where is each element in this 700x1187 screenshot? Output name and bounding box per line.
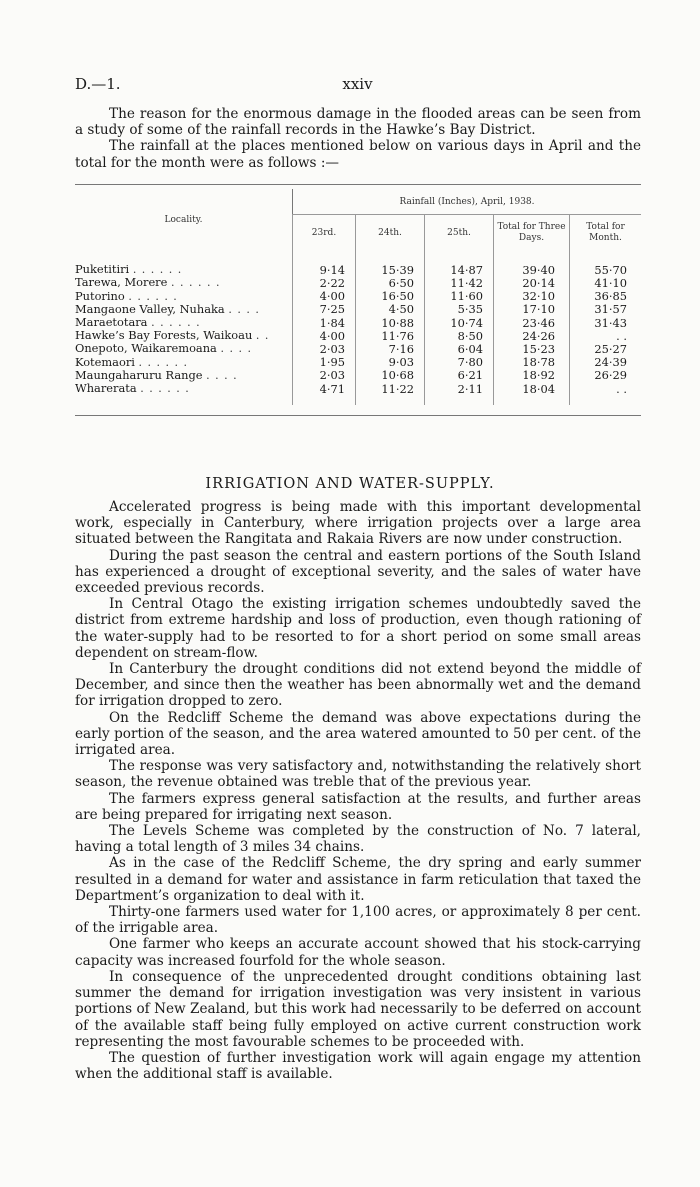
locality-name: Mangaone Valley, Nuhaka — [75, 301, 225, 316]
rainfall-value: 4·71 — [293, 382, 356, 395]
dot-leader: . . . . . . — [151, 316, 201, 329]
locality-name: Onepoto, Waikaremoana — [75, 341, 217, 356]
rainfall-value: 55·70 — [570, 263, 642, 276]
rainfall-value: 9·03 — [356, 356, 425, 369]
column-header: 25th. — [425, 215, 494, 252]
rainfall-value: 10·68 — [356, 369, 425, 382]
dot-leader: . . . . . . — [128, 289, 178, 303]
rainfall-value: 16·50 — [356, 290, 425, 303]
table-row — [75, 303, 641, 316]
rainfall-value: 2·03 — [293, 369, 356, 382]
rainfall-value: 10·88 — [356, 316, 425, 329]
rainfall-value: . . — [570, 329, 642, 342]
document-reference: D.—1. — [75, 75, 121, 93]
locality-name: Puketitiri — [75, 262, 130, 277]
rainfall-value: 41·10 — [570, 276, 642, 289]
column-header: Total for Month. — [570, 215, 642, 252]
paragraph: The Levels Scheme was completed by the construction of No. 7 lateral, having a total length of 3 miles 34 chains. — [75, 823, 641, 856]
rainfall-value: 7·25 — [293, 303, 356, 316]
paragraph: In consequence of the unprecedented drought conditions obtaining last summer the demand for irrigation investigation was very insistent in various portions of New Zealand, but this work had necessarily to be deferred on account of the available staff being fully employed on active current construction work representing the most favourable schemes to be proceeded with. — [75, 968, 641, 1050]
rainfall-value: 10·74 — [425, 316, 494, 329]
rainfall-value: 25·27 — [570, 342, 642, 355]
section-body — [75, 499, 641, 1082]
paragraph: During the past season the central and eastern portions of the South Island has experienced a drought of exceptional severity, and the sales of water have exceeded previous records. — [75, 547, 641, 597]
table-body — [75, 251, 641, 405]
dot-leader: . . . . . . — [132, 263, 183, 277]
paragraph: The reason for the enormous damage in the flooded areas can be seen from a study of some of the rainfall records in the Hawke’s Bay District. — [75, 106, 641, 139]
paragraph: The farmers express general satisfaction at the results, and further areas are being prepared for irrigating next season. — [75, 790, 641, 823]
dot-leader: . . . . — [228, 302, 260, 316]
rainfall-value: 32·10 — [494, 290, 570, 303]
page-header — [75, 75, 640, 95]
rainfall-value: 11·76 — [356, 329, 425, 342]
paragraph: One farmer who keeps an accurate account showed that his stock-carrying capacity was increased fourfold for the whole season. — [75, 936, 641, 969]
paragraph: The response was very satisfactory and, notwithstanding the relatively short season, the revenue obtained was treble that of the previous year. — [75, 758, 641, 791]
rainfall-value: 15·23 — [494, 342, 570, 355]
rainfall-value: 1·84 — [293, 316, 356, 329]
rainfall-value: 11·22 — [356, 382, 425, 395]
dot-leader: . . . . — [206, 368, 238, 382]
dot-leader: . . — [255, 329, 270, 343]
rainfall-value: 4·00 — [293, 290, 356, 303]
locality-cell — [75, 382, 293, 395]
rainfall-value: 36·85 — [570, 290, 642, 303]
rainfall-value: 31·57 — [570, 303, 642, 316]
dot-leader: . . . . . . — [171, 276, 221, 290]
locality-name: Putorino — [75, 288, 125, 303]
paragraph: In Central Otago the existing irrigation schemes undoubtedly saved the district from extreme hardship and loss of production, even though rationing of the water-supply had to be resorted to for a short period on some small areas dependent on stream-flow. — [75, 596, 641, 661]
dot-leader: . . . . . . — [140, 382, 190, 396]
table-row — [75, 276, 641, 289]
table-row — [75, 369, 641, 382]
rainfall-group-header: Rainfall (Inches), April, 1938. — [293, 189, 642, 215]
rainfall-value: 6·21 — [425, 369, 494, 382]
column-header: 24th. — [356, 215, 425, 252]
table-row — [75, 382, 641, 395]
paragraph: The question of further investigation work will again engage my attention when the additional staff is available. — [75, 1049, 641, 1083]
locality-name: Kotemaori — [75, 354, 135, 369]
paragraph: The rainfall at the places mentioned below on various days in April and the total for the month were as follows :— — [75, 138, 641, 171]
rainfall-value: 11·60 — [425, 290, 494, 303]
paragraph: As in the case of the Redcliff Scheme, the dry spring and early summer resulted in a demand for water and assistance in farm reticulation that taxed the Department’s organization to deal with it. — [75, 855, 641, 904]
locality-header: Locality. — [164, 215, 203, 225]
column-header: Total for Three Days. — [494, 215, 570, 252]
rainfall-value: . . — [570, 382, 642, 395]
table-top-rule — [75, 184, 641, 185]
rainfall-value: 24·39 — [570, 356, 642, 369]
intro-text — [75, 106, 641, 171]
locality-name: Hawke’s Bay Forests, Waikoau — [75, 328, 253, 343]
locality-name: Wharerata — [75, 381, 137, 396]
rainfall-table — [75, 189, 641, 405]
paragraph: Accelerated progress is being made with this important developmental work, especially in Canterbury, where irrigation projects over a large area situated between the Rangitata and Rakaia Rivers are now under construction. — [75, 499, 641, 548]
rainfall-value: 39·40 — [494, 263, 570, 276]
table-row — [75, 342, 641, 355]
rainfall-value: 31·43 — [570, 316, 642, 329]
rainfall-value: 2·22 — [293, 276, 356, 289]
dot-leader: . . . . — [220, 342, 252, 356]
locality-name: Tarewa, Morere — [75, 275, 168, 290]
rainfall-value: 11·42 — [425, 276, 494, 289]
rainfall-value: 18·92 — [494, 369, 570, 382]
rainfall-value: 23·46 — [494, 316, 570, 329]
paragraph: In Canterbury the drought conditions did not extend beyond the middle of December, and since then the weather has been abnormally wet and the demand for irrigation dropped to zero. — [75, 661, 641, 710]
dot-leader: . . . . . . — [138, 355, 189, 369]
rainfall-value: 2·03 — [293, 342, 356, 355]
rainfall-value: 2·11 — [425, 382, 494, 395]
rainfall-value: 20·14 — [494, 276, 570, 289]
paragraph: Thirty-one farmers used water for 1,100 acres, or approximately 8 per cent. of the irrigable area. — [75, 904, 641, 937]
table-bottom-rule — [75, 415, 641, 416]
rainfall-value: 4·00 — [293, 329, 356, 342]
rainfall-value: 7·16 — [356, 342, 425, 355]
rainfall-value: 14·87 — [425, 263, 494, 276]
page-number: xxiv — [342, 75, 373, 93]
locality-name: Maungaharuru Range — [75, 367, 203, 382]
rainfall-value: 8·50 — [425, 329, 494, 342]
rainfall-value: 9·14 — [293, 263, 356, 276]
column-header: 23rd. — [293, 215, 356, 252]
rainfall-value: 24·26 — [494, 329, 570, 342]
rainfall-value: 7·80 — [425, 356, 494, 369]
paragraph: On the Redcliff Scheme the demand was above expectations during the early portion of the season, and the area watered amounted to 50 per cent. of the irrigated area. — [75, 709, 641, 759]
rainfall-value: 15·39 — [356, 263, 425, 276]
rainfall-value: 26·29 — [570, 369, 642, 382]
rainfall-value: 5·35 — [425, 303, 494, 316]
rainfall-value: 4·50 — [356, 303, 425, 316]
rainfall-value: 6·04 — [425, 342, 494, 355]
rainfall-value: 17·10 — [494, 303, 570, 316]
rainfall-value: 18·04 — [494, 382, 570, 395]
rainfall-value: 1·95 — [293, 356, 356, 369]
rainfall-value: 6·50 — [356, 276, 425, 289]
locality-name: Maraetotara — [75, 315, 148, 329]
rainfall-value: 18·78 — [494, 356, 570, 369]
section-title: IRRIGATION AND WATER-SUPPLY. — [205, 476, 495, 492]
